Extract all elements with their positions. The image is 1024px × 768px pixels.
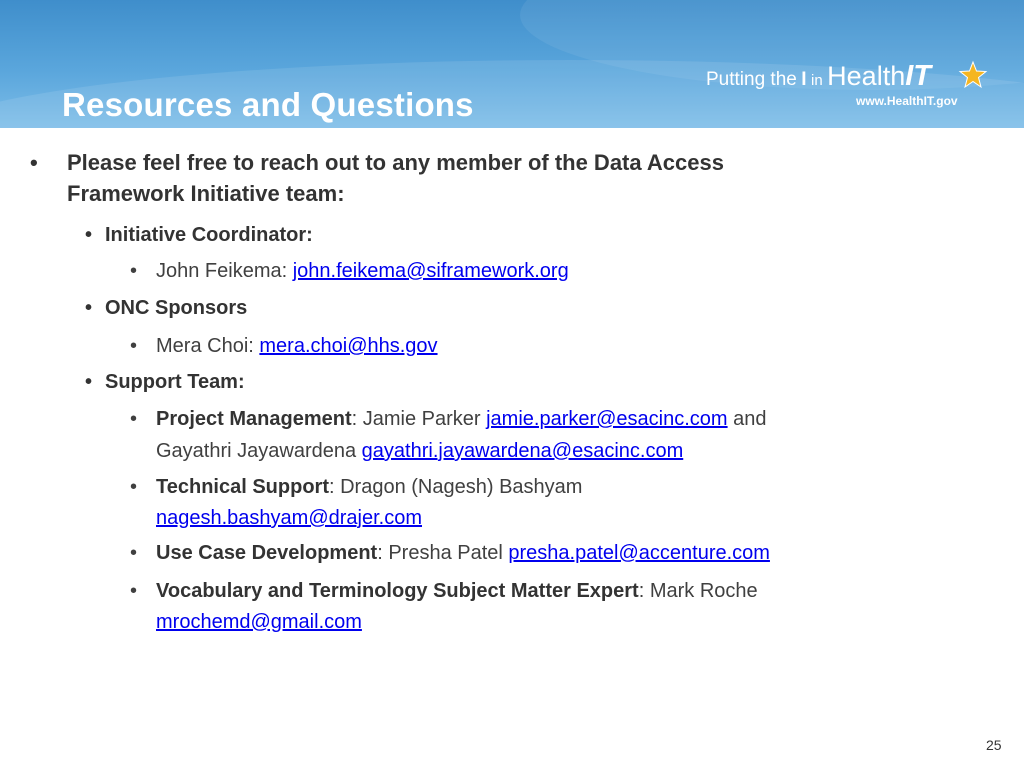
bullet: • bbox=[130, 580, 138, 602]
vocabulary-role: Vocabulary and Terminology Subject Matter Expert bbox=[156, 580, 639, 602]
project-management-email-link-1[interactable]: jamie.parker@esacinc.com bbox=[486, 408, 728, 430]
project-management-name: : Jamie Parker bbox=[351, 408, 487, 430]
intro-line-1: Please feel free to reach out to any member of the Data Access bbox=[67, 150, 724, 175]
page-number: 25 bbox=[986, 737, 1002, 753]
intro-text bbox=[67, 147, 724, 209]
bullet: • bbox=[130, 542, 138, 564]
logo-health: Health bbox=[827, 61, 906, 91]
vocabulary-email-line bbox=[156, 611, 362, 634]
bullet: • bbox=[130, 408, 138, 430]
vocabulary-email-link[interactable]: mrochemd@gmail.com bbox=[156, 611, 362, 633]
coordinator-email-link[interactable]: john.feikema@siframework.org bbox=[292, 260, 569, 282]
use-case-contact bbox=[156, 542, 770, 565]
technical-support-email-link[interactable]: nagesh.bashyam@drajer.com bbox=[156, 507, 422, 529]
bullet: • bbox=[85, 297, 93, 319]
use-case-email-link[interactable]: presha.patel@accenture.com bbox=[508, 542, 770, 564]
sponsor-contact bbox=[156, 335, 438, 358]
bullet: • bbox=[130, 476, 138, 498]
project-management-contact bbox=[156, 408, 767, 431]
project-management-name-2: Gayathri Jayawardena bbox=[156, 440, 362, 462]
project-management-role: Project Management bbox=[156, 408, 352, 430]
logo-putting: Putting the bbox=[706, 69, 797, 90]
logo-i: I bbox=[801, 69, 807, 90]
intro-line-2: Framework Initiative team: bbox=[67, 181, 345, 206]
coordinator-label: Initiative Coordinator: bbox=[105, 224, 313, 246]
bullet: • bbox=[130, 260, 138, 282]
project-management-email-link-2[interactable]: gayathri.jayawardena@esacinc.com bbox=[361, 440, 684, 462]
sponsor-name: Mera Choi: bbox=[156, 335, 260, 357]
project-management-and: and bbox=[727, 408, 767, 430]
technical-support-name: : Dragon (Nagesh) Bashyam bbox=[328, 476, 583, 498]
technical-support-contact bbox=[156, 476, 582, 499]
vocabulary-contact bbox=[156, 580, 758, 603]
sponsor-email-link[interactable]: mera.choi@hhs.gov bbox=[259, 335, 438, 357]
bullet: • bbox=[85, 224, 93, 246]
bullet: • bbox=[130, 335, 138, 357]
logo-url: www.HealthIT.gov bbox=[856, 94, 958, 108]
logo-it: IT bbox=[905, 60, 931, 92]
vocabulary-name: : Mark Roche bbox=[638, 580, 758, 602]
support-label: Support Team: bbox=[105, 371, 245, 393]
slide-title: Resources and Questions bbox=[62, 86, 474, 123]
use-case-role: Use Case Development bbox=[156, 542, 378, 564]
logo-in: in bbox=[811, 72, 823, 89]
technical-support-role: Technical Support bbox=[156, 476, 329, 498]
technical-support-email-line bbox=[156, 507, 422, 530]
use-case-name: : Presha Patel bbox=[377, 542, 509, 564]
coordinator-name: John Feikema: bbox=[156, 260, 293, 282]
coordinator-contact bbox=[156, 260, 569, 283]
sponsors-label: ONC Sponsors bbox=[105, 297, 248, 319]
bullet: • bbox=[85, 371, 93, 393]
bullet: • bbox=[30, 150, 38, 175]
project-management-contact-2 bbox=[156, 440, 683, 463]
